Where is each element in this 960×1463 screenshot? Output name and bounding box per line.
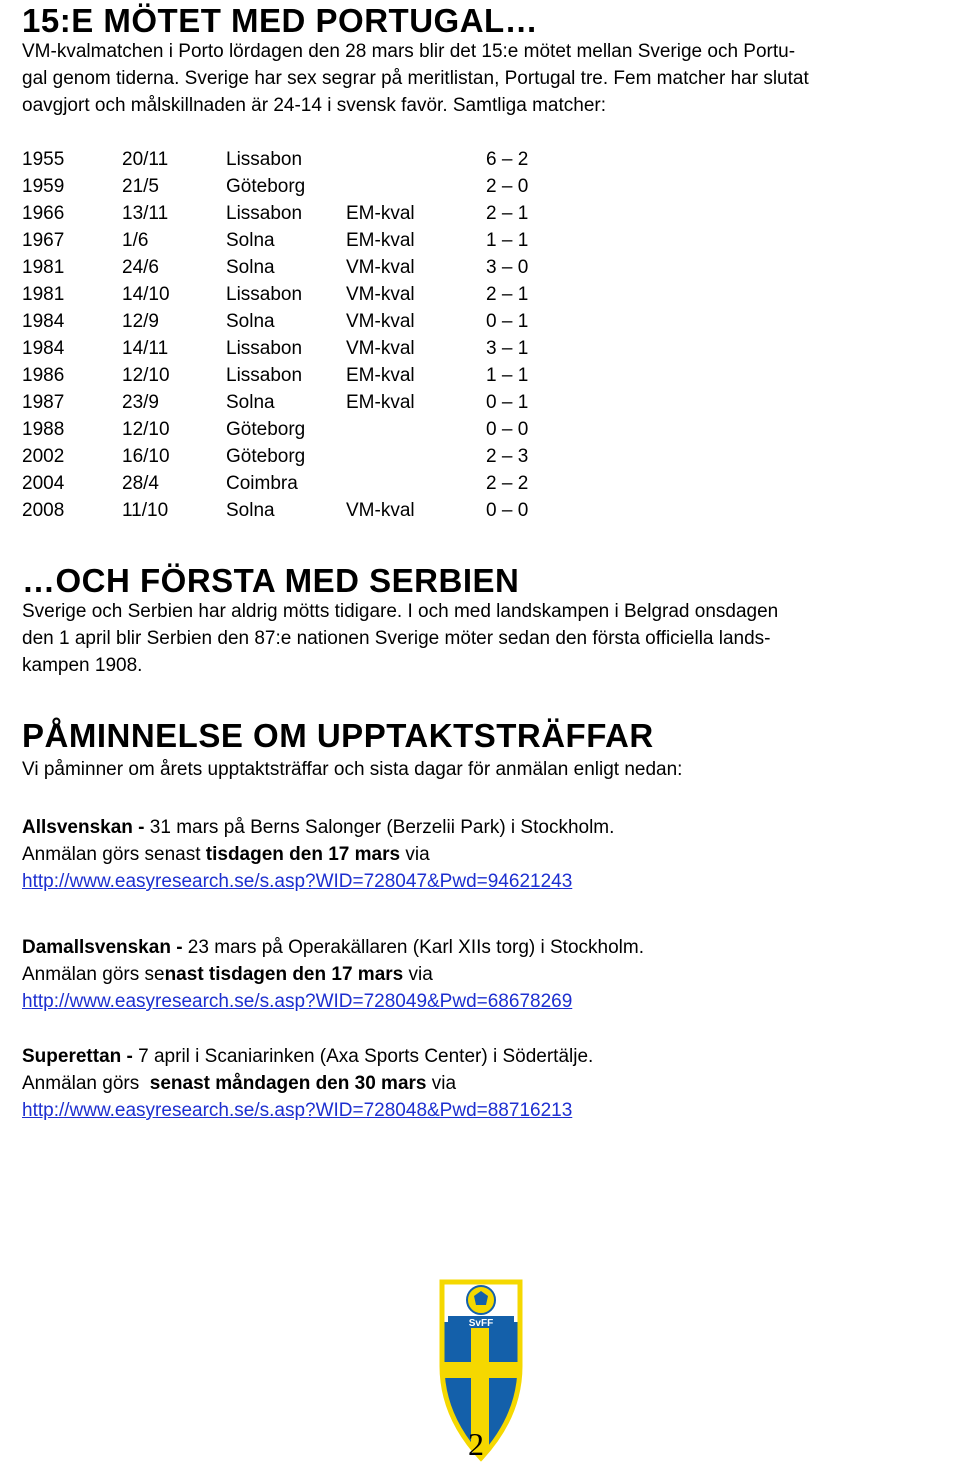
match-score: 2 – 1: [486, 202, 529, 224]
match-venue: Solna: [226, 256, 275, 278]
match-venue: Lissabon: [226, 148, 303, 170]
registration-prefix: Anmälan görs senast: [22, 844, 206, 865]
match-row: [18, 281, 550, 308]
match-year: 1984: [22, 310, 65, 332]
match-venue: Solna: [226, 310, 275, 332]
match-venue: Solna: [226, 499, 275, 521]
match-competition: VM-kval: [346, 310, 415, 332]
match-venue: Lissabon: [226, 337, 303, 359]
match-competition: VM-kval: [346, 499, 415, 521]
event-details: 23 mars på Operakällaren (Karl XIIs torg) i Stockholm.: [182, 937, 644, 958]
match-year: 1981: [22, 256, 65, 278]
match-venue: Göteborg: [226, 445, 306, 467]
event-registration: [22, 841, 430, 868]
registration-link-allsvenskan[interactable]: http://www.easyresearch.se/s.asp?WID=728047&Pwd=94621243: [22, 871, 573, 892]
match-score: 1 – 1: [486, 364, 529, 386]
match-row: [18, 308, 550, 335]
portugal-heading: 15:E MÖTET MED PORTUGAL…: [22, 2, 539, 39]
match-year: 1959: [22, 175, 65, 197]
match-competition: [342, 146, 482, 173]
match-venue: Lissabon: [226, 364, 303, 386]
match-row: [18, 389, 550, 416]
match-history-table: [18, 146, 550, 524]
match-score: 3 – 1: [486, 337, 529, 359]
serbia-body-line-3: kampen 1908.: [22, 655, 143, 676]
match-date: 11/10: [122, 499, 169, 521]
match-year: 2002: [22, 445, 65, 467]
reminder-intro: Vi påminner om årets upptaktsträffar och sista dagar för anmälan enligt nedan:: [22, 759, 683, 780]
match-date: 12/9: [122, 310, 159, 332]
match-date: 1/6: [122, 229, 149, 251]
event-allsvenskan: [22, 814, 614, 841]
registration-link-superettan[interactable]: http://www.easyresearch.se/s.asp?WID=728048&Pwd=88716213: [22, 1100, 573, 1121]
match-date: 20/11: [122, 148, 169, 170]
match-year: 1955: [22, 148, 65, 170]
crest-cross-horizontal: [438, 1362, 524, 1378]
match-row: [18, 416, 550, 443]
registration-link-damallsvenskan[interactable]: http://www.easyresearch.se/s.asp?WID=728049&Pwd=68678269: [22, 991, 573, 1012]
match-venue: Göteborg: [226, 175, 306, 197]
match-year: 1966: [22, 202, 65, 224]
match-date: 16/10: [122, 445, 170, 467]
match-row: [18, 254, 550, 281]
match-date: 13/11: [122, 202, 169, 224]
event-league: Allsvenskan -: [22, 817, 145, 838]
match-date: 28/4: [122, 472, 159, 494]
match-venue: Göteborg: [226, 418, 306, 440]
page-number: 2: [468, 1426, 484, 1462]
match-year: 2004: [22, 472, 65, 494]
match-year: 2008: [22, 499, 65, 521]
match-competition: [342, 416, 482, 443]
match-date: 14/11: [122, 337, 169, 359]
match-score: 0 – 1: [486, 391, 529, 413]
match-date: 21/5: [122, 175, 159, 197]
match-date: 23/9: [122, 391, 159, 413]
match-row: [18, 497, 550, 524]
match-score: 0 – 1: [486, 310, 529, 332]
match-year: 1981: [22, 283, 65, 305]
match-score: 2 – 1: [486, 283, 529, 305]
portugal-intro-line-1: VM-kvalmatchen i Porto lördagen den 28 mars blir det 15:e mötet mellan Sverige och Portu-: [22, 41, 796, 62]
match-competition: EM-kval: [346, 391, 415, 413]
match-score: 6 – 2: [486, 148, 529, 170]
match-score: 2 – 2: [486, 472, 529, 494]
match-year: 1984: [22, 337, 65, 359]
match-venue: Coimbra: [226, 472, 298, 494]
match-year: 1986: [22, 364, 65, 386]
registration-prefix: Anmälan görs: [22, 1073, 150, 1094]
event-registration: [22, 961, 433, 988]
match-score: 2 – 0: [486, 175, 529, 197]
match-competition: VM-kval: [346, 283, 415, 305]
match-date: 12/10: [122, 364, 170, 386]
match-score: 2 – 3: [486, 445, 529, 467]
portugal-intro-line-3: oavgjort och målskillnaden är 24-14 i svensk favör. Samtliga matcher:: [22, 95, 606, 116]
event-league: Superettan -: [22, 1046, 133, 1067]
match-score: 3 – 0: [486, 256, 529, 278]
match-row: [18, 173, 550, 200]
serbia-body-line-1: Sverige och Serbien har aldrig mötts tidigare. I och med landskampen i Belgrad onsdagen: [22, 601, 779, 622]
match-row: [18, 443, 550, 470]
match-competition: [342, 173, 482, 200]
match-venue: Solna: [226, 229, 275, 251]
match-venue: Solna: [226, 391, 275, 413]
event-registration: [22, 1070, 456, 1097]
match-score: 1 – 1: [486, 229, 529, 251]
serbia-heading: …OCH FÖRSTA MED SERBIEN: [22, 562, 520, 599]
event-damallsvenskan: [22, 934, 644, 961]
match-competition: [342, 470, 482, 497]
match-score: 0 – 0: [486, 418, 529, 440]
event-league: Damallsvenskan -: [22, 937, 183, 958]
match-row: [18, 335, 550, 362]
match-row: [18, 200, 550, 227]
match-row: [18, 470, 550, 497]
event-details: 7 april i Scaniarinken (Axa Sports Center) i Södertälje.: [132, 1046, 594, 1067]
match-date: 14/10: [122, 283, 170, 305]
match-year: 1988: [22, 418, 65, 440]
registration-prefix: Anmälan görs se: [22, 964, 165, 985]
portugal-intro-line-2: gal genom tiderna. Sverige har sex segrar på meritlistan, Portugal tre. Fem matcher har slutat: [22, 68, 809, 89]
match-competition: VM-kval: [346, 337, 415, 359]
serbia-body-line-2: den 1 april blir Serbien den 87:e nationen Sverige möter sedan den första officiella lands-: [22, 628, 771, 649]
match-row: [18, 362, 550, 389]
registration-deadline: nast tisdagen den 17 mars: [164, 964, 404, 985]
registration-suffix: via: [403, 964, 433, 985]
registration-suffix: via: [426, 1073, 457, 1094]
match-year: 1987: [22, 391, 65, 413]
reminder-heading: PÅMINNELSE OM UPPTAKTSTRÄFFAR: [22, 717, 654, 754]
match-row: [18, 146, 550, 173]
match-score: 0 – 0: [486, 499, 529, 521]
match-competition: EM-kval: [346, 229, 415, 251]
crest-logo-text: SvFF: [468, 1318, 494, 1329]
match-year: 1967: [22, 229, 65, 251]
match-venue: Lissabon: [226, 202, 303, 224]
event-superettan: [22, 1043, 593, 1070]
match-competition: VM-kval: [346, 256, 415, 278]
match-date: 12/10: [122, 418, 170, 440]
match-date: 24/6: [122, 256, 159, 278]
registration-suffix: via: [400, 844, 430, 865]
match-competition: EM-kval: [346, 202, 415, 224]
registration-deadline: senast måndagen den 30 mars: [149, 1073, 427, 1094]
registration-deadline: tisdagen den 17 mars: [205, 844, 401, 865]
match-competition: [342, 443, 482, 470]
match-row: [18, 227, 550, 254]
match-competition: EM-kval: [346, 364, 415, 386]
event-details: 31 mars på Berns Salonger (Berzelii Park) i Stockholm.: [144, 817, 615, 838]
match-venue: Lissabon: [226, 283, 303, 305]
